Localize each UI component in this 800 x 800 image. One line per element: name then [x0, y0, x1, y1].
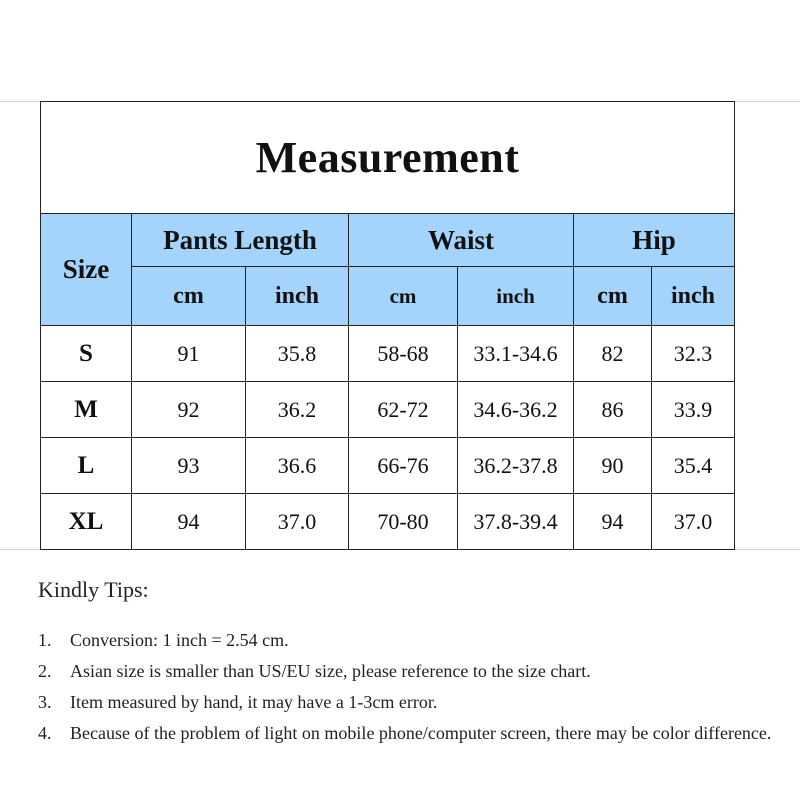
size-row-s [41, 326, 735, 382]
tip-number: 4. [38, 723, 52, 743]
waist-cm-cell: 70-80 [349, 494, 458, 550]
size-row-l [41, 438, 735, 494]
hip-inch-cell: 33.9 [652, 382, 735, 438]
hip-header: Hip [574, 214, 735, 267]
size-label: M [41, 382, 132, 438]
waist-cm-cell: 58-68 [349, 326, 458, 382]
tip-text: Conversion: 1 inch = 2.54 cm. [70, 630, 289, 650]
pants-length-cm-header: cm [132, 267, 246, 326]
pants-length-inch-header: inch [246, 267, 349, 326]
hip-cm-cell: 82 [574, 326, 652, 382]
pants-length-cm-cell: 94 [132, 494, 246, 550]
hip-cm-cell: 86 [574, 382, 652, 438]
pants-length-header: Pants Length [132, 214, 349, 267]
tip-text: Because of the problem of light on mobile phone/computer screen, there may be color difference. [70, 723, 772, 743]
waist-inch-cell: 33.1-34.6 [458, 326, 574, 382]
chart-title: Measurement [41, 102, 735, 214]
waist-inch-cell: 37.8-39.4 [458, 494, 574, 550]
tip-number: 2. [38, 661, 52, 681]
size-label: L [41, 438, 132, 494]
pants-length-inch-cell: 37.0 [246, 494, 349, 550]
hip-cm-cell: 94 [574, 494, 652, 550]
pants-length-cm-cell: 92 [132, 382, 246, 438]
hip-inch-cell: 37.0 [652, 494, 735, 550]
tip-text: Asian size is smaller than US/EU size, please reference to the size chart. [70, 661, 591, 681]
tips-list [38, 625, 778, 749]
tip-item [38, 687, 778, 718]
tip-item [38, 656, 778, 687]
size-chart-table [40, 101, 735, 550]
tips-title: Kindly Tips: [38, 577, 149, 602]
waist-cm-header: cm [349, 267, 458, 326]
waist-inch-cell: 34.6-36.2 [458, 382, 574, 438]
waist-inch-cell: 36.2-37.8 [458, 438, 574, 494]
hip-cm-header: cm [574, 267, 652, 326]
tip-text: Item measured by hand, it may have a 1-3cm error. [70, 692, 438, 712]
size-label: S [41, 326, 132, 382]
hip-cm-cell: 90 [574, 438, 652, 494]
size-row-xl [41, 494, 735, 550]
tip-number: 3. [38, 692, 52, 712]
tip-item [38, 718, 778, 749]
tip-item [38, 625, 778, 656]
pants-length-cm-cell: 93 [132, 438, 246, 494]
pants-length-inch-cell: 36.2 [246, 382, 349, 438]
waist-cm-cell: 62-72 [349, 382, 458, 438]
size-label: XL [41, 494, 132, 550]
waist-cm-cell: 66-76 [349, 438, 458, 494]
waist-inch-header: inch [458, 267, 574, 326]
hip-inch-header: inch [652, 267, 735, 326]
pants-length-inch-cell: 36.6 [246, 438, 349, 494]
waist-header: Waist [349, 214, 574, 267]
hip-inch-cell: 32.3 [652, 326, 735, 382]
size-column-header: Size [41, 214, 132, 326]
kindly-tips-section [38, 577, 778, 749]
tip-number: 1. [38, 630, 52, 650]
pants-length-inch-cell: 35.8 [246, 326, 349, 382]
size-row-m [41, 382, 735, 438]
pants-length-cm-cell: 91 [132, 326, 246, 382]
hip-inch-cell: 35.4 [652, 438, 735, 494]
